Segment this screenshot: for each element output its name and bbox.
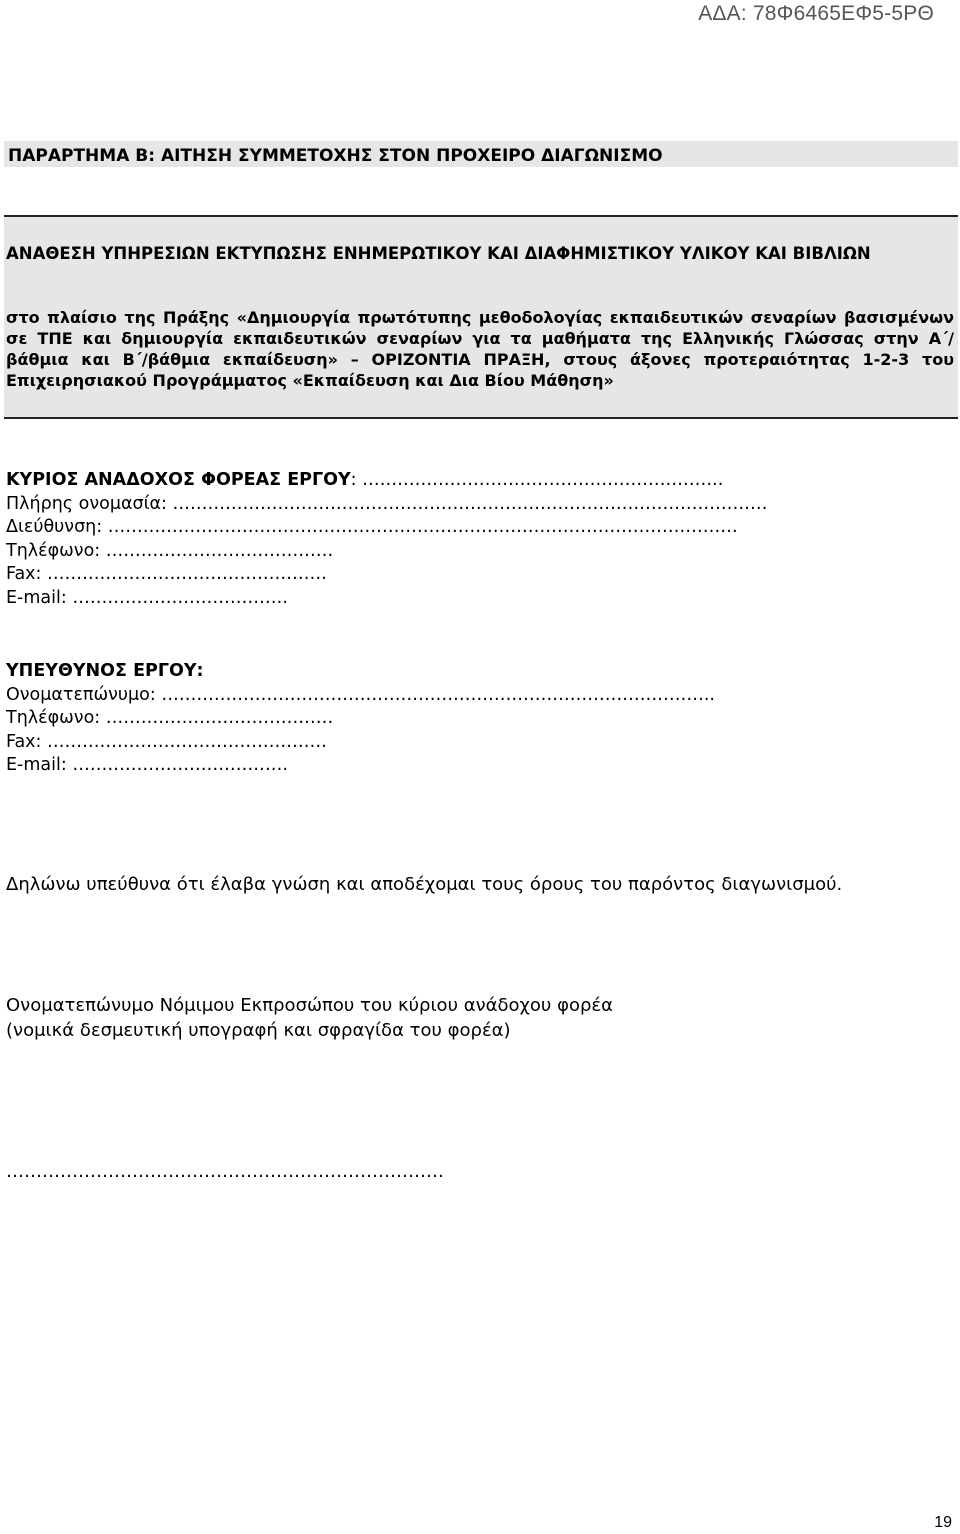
contractor-heading-dots: : …………………………………………………….. — [350, 470, 724, 490]
contractor-section — [6, 469, 768, 610]
signature-field[interactable]: ………………………………………………………………. — [6, 1161, 444, 1182]
contractor-phone-field[interactable]: Τηλέφωνο: ………………………………… — [6, 540, 334, 561]
contractor-address-field[interactable]: Διεύθυνση: ……………………………………………………………………………………………… — [6, 517, 738, 537]
annex-title: ΠΑΡΑΡΤΗΜΑ Β: ΑΙΤΗΣΗ ΣΥΜΜΕΤΟΧΗΣ ΣΤΟΝ ΠΡΟΧΕΙΡΟ ΔΙΑΓΩΝΙΣΜΟ — [8, 146, 663, 166]
subject-heading: ΑΝΑΘΕΣΗ ΥΠΗΡΕΣΙΩΝ ΕΚΤΥΠΩΣΗΣ ΕΝΗΜΕΡΩΤΙΚΟΥ ΚΑΙ ΔΙΑΦΗΜΙΣΤΙΚΟΥ ΥΛΙΚΟΥ ΚΑΙ ΒΙΒΛΙΩΝ — [6, 244, 871, 263]
project-manager-heading: ΥΠΕΥΘΥΝΟΣ ΕΡΓΟΥ: — [6, 661, 204, 681]
declaration-text: Δηλώνω υπεύθυνα ότι έλαβα γνώση και αποδέχομαι τους όρους του παρόντος διαγωνισμού. — [6, 874, 843, 895]
project-manager-fax-field[interactable]: Fax: ………………………………………… — [6, 731, 327, 752]
page-number: 19 — [934, 1514, 952, 1531]
project-manager-email-field[interactable]: E-mail: ………………………………. — [6, 755, 288, 775]
contractor-heading-line — [6, 469, 768, 493]
contractor-email-field[interactable]: E-mail: ………………………………. — [6, 587, 288, 608]
project-manager-name-field[interactable]: Ονοματεπώνυμο: ………………………………………………………………………………….. — [6, 684, 715, 705]
legal-representative-block — [6, 994, 613, 1043]
ada-code: ΑΔΑ: 78Φ6465ΕΦ5-5ΡΘ — [698, 2, 934, 25]
contractor-heading: ΚΥΡΙΟΣ ΑΝΑΔΟΧΟΣ ΦΟΡΕΑΣ ΕΡΓΟΥ — [6, 470, 351, 490]
legal-representative-label: Ονοματεπώνυμο Νόμιμου Εκπροσώπου του κύριου ανάδοχου φορέα — [6, 995, 613, 1016]
signature-instruction: (νομικά δεσμευτική υπογραφή και σφραγίδα του φορέα) — [6, 1019, 511, 1041]
contractor-fax-field[interactable]: Fax: ………………………………………… — [6, 564, 327, 584]
subject-body: στο πλαίσιο της Πράξης «Δημιουργία πρωτότυπης μεθοδολογίας εκπαιδευτικών σεναρίων βασισμένων σε ΤΠΕ και δημιουργία εκπαιδευτικών σεναρίων για τα μαθήματα της Ελληνικής Γλώσσας στην Α΄/βάθμια και Β΄/βάθμια εκπαίδευση» – ΟΡΙΖΟΝΤΙΑ ΠΡΑΞΗ, στους άξονες προτεραιότητας 1-2-3 του Επιχειρησιακού Προγράμματος «Εκπαίδευση και Δια Βίου Μάθηση» — [6, 308, 954, 390]
project-manager-section — [6, 660, 715, 778]
project-manager-phone-field[interactable]: Τηλέφωνο: ………………………………… — [6, 708, 334, 728]
contractor-full-name-field[interactable]: Πλήρης ονομασία: ………………………………………………………………………………………… — [6, 493, 768, 514]
